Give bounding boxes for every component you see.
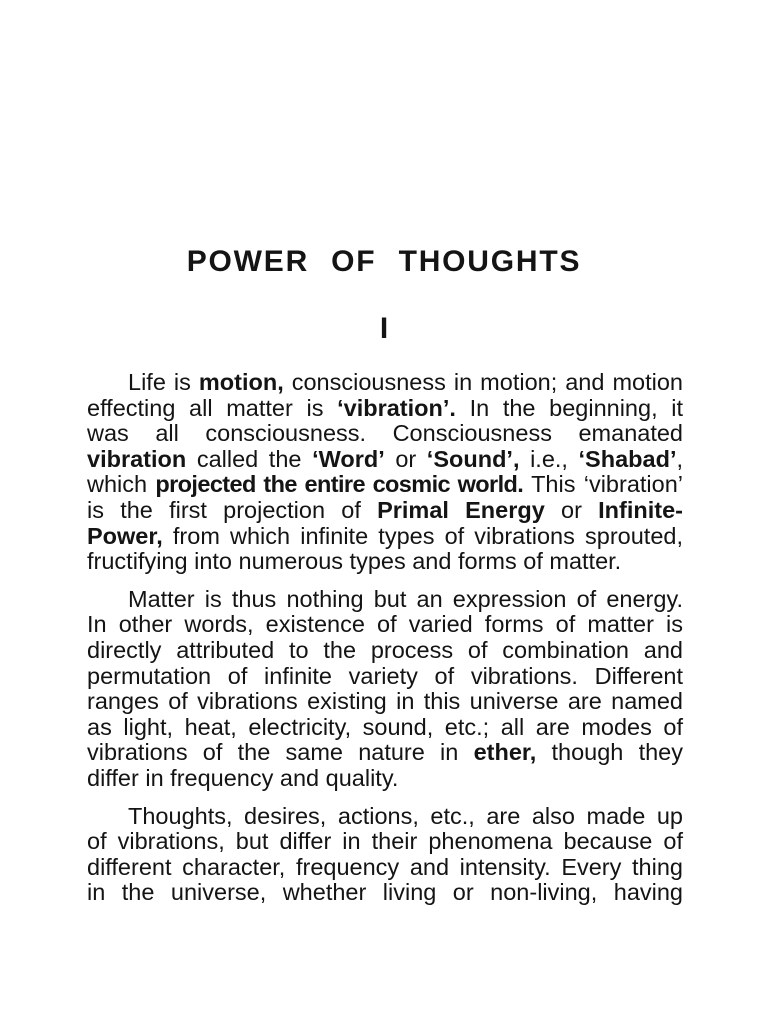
text-line <box>87 804 683 830</box>
text-line <box>87 638 683 664</box>
text-line <box>87 664 683 690</box>
text-run: effecting all matter is <box>87 394 338 421</box>
paragraph <box>87 370 683 575</box>
bold-text-run: Power, <box>87 522 163 549</box>
bold-text-run: Infinite- <box>598 496 683 523</box>
bold-text-run: projected the entire cosmic world. <box>155 471 524 498</box>
text-run: i.e., <box>519 445 579 472</box>
text-line <box>87 498 683 524</box>
bold-text-run: ‘Sound’, <box>426 445 520 472</box>
text-run: In the beginning, it <box>455 394 683 421</box>
text-run: consciousness in motion; and motion <box>283 369 683 395</box>
text-line <box>87 396 683 422</box>
text-line <box>87 421 683 447</box>
text-run: Life is <box>128 369 199 395</box>
text-line <box>87 370 683 396</box>
bold-text-run: vibration <box>87 445 187 472</box>
text-line <box>87 829 683 855</box>
text-run: fructifying into numerous types and forms of matter. <box>87 548 622 575</box>
text-run: is the first projection of <box>87 496 378 523</box>
body-text <box>87 370 683 906</box>
text-line <box>87 524 683 550</box>
text-run: or <box>384 445 427 472</box>
text-run: in the universe, whether living or non-living, having <box>87 879 683 906</box>
chapter-title: POWER OF THOUGHTS <box>186 245 582 278</box>
text-run: This ‘vibration’ <box>523 471 684 498</box>
paragraph <box>87 804 683 906</box>
text-run: different character, frequency and intensity. Every thing <box>87 853 683 880</box>
bold-text-run: Primal Energy <box>377 496 545 523</box>
bold-text-run: motion, <box>198 369 284 395</box>
text-line <box>87 689 683 715</box>
text-run: called the <box>186 445 313 472</box>
text-run: vibrations of the same nature in <box>87 739 474 766</box>
text-run: Matter is thus nothing but an expression of energy. <box>128 585 683 612</box>
text-run: as light, heat, electricity, sound, etc.; all are modes of <box>87 713 683 740</box>
text-line <box>87 740 683 766</box>
text-run: which <box>87 471 156 498</box>
text-run: directly attributed to the process of combination and <box>87 636 683 663</box>
text-line <box>87 587 683 613</box>
section-numeral: I <box>379 312 389 345</box>
text-run: permutation of infinite variety of vibrations. Different <box>87 662 683 689</box>
text-run: though they <box>536 739 684 766</box>
text-run: , <box>676 445 683 472</box>
text-line <box>87 447 683 473</box>
text-line <box>87 855 683 881</box>
text-run: from which infinite types of vibrations sprouted, <box>162 522 683 549</box>
text-line <box>87 715 683 741</box>
text-run: Thoughts, desires, actions, etc., are also made up <box>128 802 683 829</box>
text-line <box>87 549 683 575</box>
bold-text-run: ‘vibration’. <box>337 394 456 421</box>
bold-text-run: ether, <box>473 739 537 766</box>
bold-text-run: ‘Word’ <box>312 445 385 472</box>
bold-text-run: ‘Shabad’ <box>578 445 677 472</box>
text-run: ranges of vibrations existing in this universe are named <box>87 688 683 715</box>
text-run: of vibrations, but differ in their phenomena because of <box>87 828 683 855</box>
text-run: was all consciousness. Consciousness emanated <box>87 420 683 447</box>
text-line <box>87 612 683 638</box>
text-run: In other words, existence of varied forms of matter is <box>87 611 683 638</box>
text-line <box>87 766 683 792</box>
text-line <box>87 472 683 498</box>
paragraph <box>87 587 683 792</box>
text-run: or <box>544 496 599 523</box>
text-run: differ in frequency and quality. <box>87 764 399 791</box>
text-line <box>87 880 683 906</box>
